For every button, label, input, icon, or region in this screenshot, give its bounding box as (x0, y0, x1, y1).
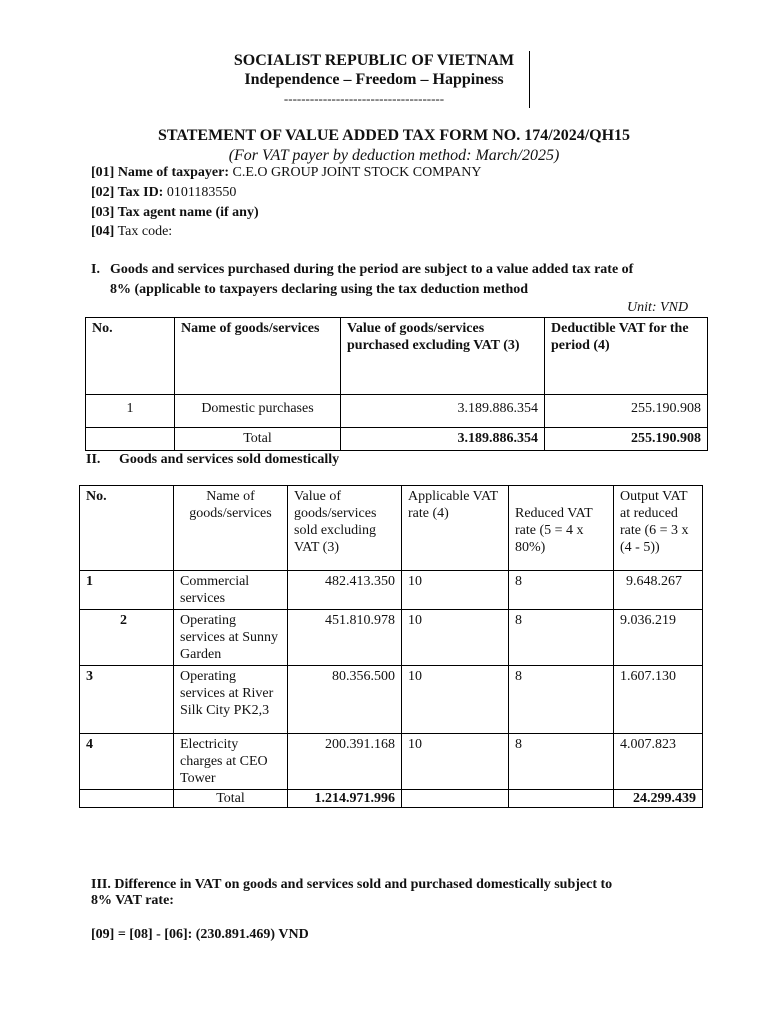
table-row (80, 734, 703, 790)
row-output: 9.648.267 (614, 571, 703, 610)
row-no: 1 (80, 571, 174, 610)
row-value: 200.391.168 (288, 734, 402, 790)
total-empty (402, 790, 509, 808)
row-name: Electricity charges at CEO Tower (174, 734, 288, 790)
header-value: Value of goods/services purchased excluding VAT (3) (341, 318, 545, 395)
form-title: STATEMENT OF VALUE ADDED TAX FORM NO. 174/2024/QH15 (157, 127, 631, 144)
header-name: Name of goods/services (174, 486, 288, 571)
row-rate: 10 (402, 610, 509, 666)
form-subtitle: (For VAT payer by deduction method: March/2025) (228, 147, 560, 164)
purchases-table (85, 317, 708, 451)
table-total-row (80, 790, 703, 808)
section2-heading: Goods and services sold domestically (119, 452, 340, 467)
row-output: 1.607.130 (614, 666, 703, 734)
row-rate: 10 (402, 734, 509, 790)
header-no: No. (86, 318, 175, 395)
row-value: 451.810.978 (288, 610, 402, 666)
header-vat-rate: Applicable VAT rate (4) (402, 486, 509, 571)
row-rate: 10 (402, 571, 509, 610)
row-name: Domestic purchases (175, 395, 341, 428)
row-no: 4 (80, 734, 174, 790)
row-value: 80.356.500 (288, 666, 402, 734)
vat-difference-formula: [09] = [08] - [06]: (230.891.469) VND (91, 927, 309, 942)
total-vat: 255.190.908 (545, 428, 708, 451)
total-value: 1.214.971.996 (288, 790, 402, 808)
total-empty (509, 790, 614, 808)
row-reduced: 8 (509, 666, 614, 734)
header-output-vat: Output VAT at reduced rate (6 = 3 x (4 - 5)) (614, 486, 703, 571)
header-no: No. (80, 486, 174, 571)
total-empty (86, 428, 175, 451)
table-row (80, 666, 703, 734)
field-03-label: [03] Tax agent name (if any) (91, 205, 259, 220)
field-taxpayer-name (91, 165, 481, 181)
row-reduced: 8 (509, 571, 614, 610)
header-separator: ------------------------------------- (283, 91, 445, 106)
field-02-label: [02] Tax ID: (91, 185, 164, 200)
total-label: Total (175, 428, 341, 451)
field-04-value: Tax code: (117, 224, 173, 239)
table-row (80, 610, 703, 666)
section1-heading-line2: 8% (applicable to taxpayers declaring using the tax deduction method (110, 282, 529, 297)
row-name: Operating services at River Silk City PK2,3 (174, 666, 288, 734)
total-label: Total (174, 790, 288, 808)
section1-heading-line1: Goods and services purchased during the period are subject to a value added tax rate of (110, 262, 634, 277)
row-no: 2 (80, 610, 174, 666)
row-vat: 255.190.908 (545, 395, 708, 428)
table-row (86, 395, 708, 428)
row-name: Operating services at Sunny Garden (174, 610, 288, 666)
header-value: Value of goods/services sold excluding VAT (3) (288, 486, 402, 571)
field-02-value: 0101183550 (166, 185, 237, 200)
section1-number: I. (91, 262, 100, 277)
field-01-value: C.E.O GROUP JOINT STOCK COMPANY (232, 165, 482, 180)
total-empty (80, 790, 174, 808)
row-name: Commercial services (174, 571, 288, 610)
table-header-row (86, 318, 708, 395)
table-header-row (80, 486, 703, 571)
header-name: Name of goods/services (175, 318, 341, 395)
header-divider (529, 51, 530, 108)
row-no: 1 (86, 395, 175, 428)
section2-number: II. (86, 452, 101, 467)
row-reduced: 8 (509, 734, 614, 790)
field-tax-code (91, 224, 172, 240)
country-name: SOCIALIST REPUBLIC OF VIETNAM (233, 52, 515, 69)
header-reduced-rate: Reduced VAT rate (5 = 4 x 80%) (509, 486, 614, 571)
row-output: 9.036.219 (614, 610, 703, 666)
row-no: 3 (80, 666, 174, 734)
row-value: 3.189.886.354 (341, 395, 545, 428)
row-output: 4.007.823 (614, 734, 703, 790)
table-row (80, 571, 703, 610)
row-rate: 10 (402, 666, 509, 734)
section3-heading-line2: 8% VAT rate: (91, 893, 174, 908)
row-value: 482.413.350 (288, 571, 402, 610)
header-deductible-vat: Deductible VAT for the period (4) (545, 318, 708, 395)
table-total-row (86, 428, 708, 451)
section3-heading-line1: III. Difference in VAT on goods and services sold and purchased domestically subject to (91, 877, 613, 892)
section1-unit: Unit: VND (627, 300, 689, 315)
total-value: 3.189.886.354 (341, 428, 545, 451)
total-output: 24.299.439 (614, 790, 703, 808)
sales-table (79, 485, 703, 808)
field-01-label: [01] Name of taxpayer: (91, 165, 230, 180)
field-04-label: [04] (91, 224, 115, 239)
field-tax-id (91, 185, 236, 201)
row-reduced: 8 (509, 610, 614, 666)
motto: Independence – Freedom – Happiness (244, 71, 504, 88)
